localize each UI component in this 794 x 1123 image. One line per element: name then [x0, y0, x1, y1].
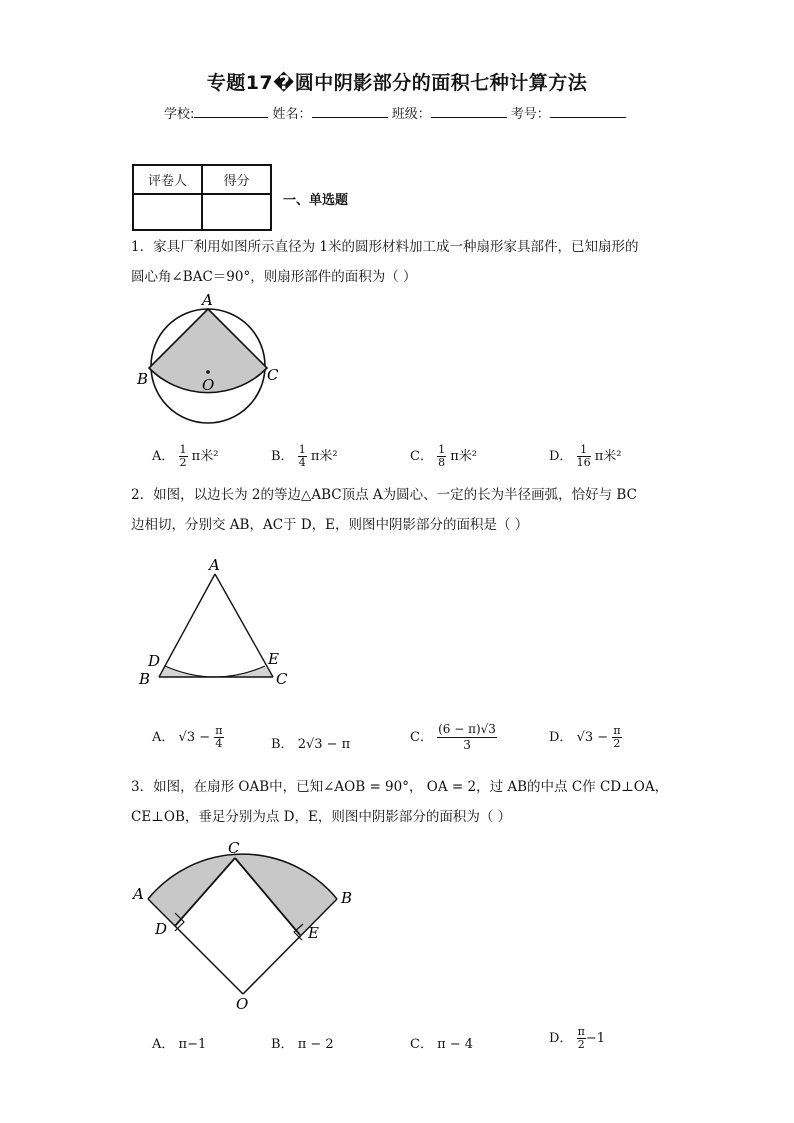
class-label: 班级： [391, 107, 431, 122]
option-letter: C． [410, 1037, 433, 1052]
question-1-line1: 1．家具厂利用如图所示直径为 1米的圆形材料加工成一种扇形家具部件，已知扇形的 [131, 239, 639, 255]
label-B: B [137, 370, 149, 388]
label-A: A [202, 292, 213, 309]
option-letter: C． [410, 730, 433, 745]
exam-no-label: 考号： [510, 107, 550, 122]
question-3-line2: CE⊥OB，垂足分别为点 D，E，则图中阴影部分的面积为（ ） [131, 809, 512, 825]
label-O: O [202, 376, 215, 394]
option-letter: A． [152, 449, 175, 464]
fraction [577, 1026, 586, 1051]
fraction [612, 725, 621, 750]
option-tail: π米² [191, 449, 219, 464]
denominator: 4 [298, 456, 306, 469]
label-C: C [228, 839, 240, 857]
q1-option-d[interactable] [549, 444, 621, 469]
numerator: 1 [577, 444, 591, 457]
numerator: 1 [438, 443, 446, 456]
figure-1 [130, 292, 300, 432]
denominator: 4 [215, 737, 223, 750]
fraction [298, 444, 307, 469]
side-AC [215, 574, 273, 677]
option-letter: B． [271, 449, 294, 464]
label-D: D [155, 920, 168, 938]
fraction [437, 722, 497, 753]
exam-no-field[interactable] [550, 104, 626, 118]
fraction [179, 444, 188, 469]
denominator: 2 [613, 737, 621, 750]
q2-option-c[interactable] [410, 722, 497, 753]
label-E: E [268, 650, 279, 668]
option-letter: B． [271, 737, 294, 752]
question-2-line2: 边相切，分别交 AB，AC于 D，E，则图中阴影部分的面积是（ ） [131, 517, 529, 533]
option-pre: √3 − [178, 730, 211, 745]
section-title: 一、单选题 [283, 193, 349, 208]
option-tail: π米² [450, 449, 477, 464]
numerator: π [613, 724, 621, 737]
option-pre: √3 − [576, 730, 609, 745]
denominator: 2 [179, 456, 187, 469]
score-header: 得分 [202, 165, 271, 194]
option-tail: −1 [585, 1031, 605, 1046]
label-A: A [133, 885, 144, 903]
q3-option-a[interactable] [152, 1033, 206, 1052]
q1-option-a[interactable] [152, 444, 218, 469]
student-info [164, 103, 626, 122]
page-title: 专题17�圆中阴影部分的面积七种计算方法 [206, 72, 588, 94]
option-letter: A． [152, 1037, 175, 1052]
label-O: O [236, 995, 249, 1013]
numerator: 1 [179, 443, 187, 456]
question-3-text [131, 772, 671, 832]
grader-cell[interactable] [133, 194, 202, 230]
option-text: π − 4 [437, 1037, 474, 1052]
center-dot [206, 370, 210, 374]
school-label: 学校: [164, 107, 195, 122]
label-D: D [148, 652, 161, 670]
label-E: E [308, 924, 319, 942]
numerator: π [215, 724, 223, 737]
option-letter: B． [271, 1037, 294, 1052]
q2-option-a[interactable] [152, 725, 224, 750]
fraction [577, 444, 591, 469]
class-field[interactable] [431, 104, 507, 118]
grader-header: 评卷人 [133, 165, 202, 194]
label-B: B [341, 889, 353, 907]
figure-2 [135, 556, 300, 691]
label-C: C [267, 366, 279, 384]
question-1-text [131, 232, 671, 292]
option-letter: C． [410, 449, 433, 464]
option-tail: π米² [594, 449, 622, 464]
option-letter: D． [549, 1031, 573, 1046]
q2-option-b[interactable] [271, 733, 350, 752]
option-letter: D． [549, 730, 573, 745]
q1-option-c[interactable] [410, 444, 477, 469]
option-letter: A． [152, 730, 175, 745]
shaded-region [159, 666, 273, 677]
fraction [437, 444, 446, 469]
q3-option-d[interactable] [549, 1026, 605, 1051]
name-label: 姓名： [272, 107, 312, 122]
q3-option-b[interactable] [271, 1033, 334, 1052]
label-A: A [209, 556, 220, 574]
denominator: 2 [577, 1038, 585, 1051]
denominator: 16 [576, 456, 591, 469]
grade-table [132, 164, 272, 231]
numerator: (6 − π)√3 [438, 722, 496, 736]
q1-option-b[interactable] [271, 444, 338, 469]
option-letter: D． [549, 449, 573, 464]
denominator: 3 [463, 738, 471, 752]
question-2-text [131, 480, 671, 540]
option-text: π−1 [178, 1037, 207, 1052]
radius-OA [148, 899, 243, 994]
fraction [214, 725, 223, 750]
q3-option-c[interactable] [410, 1033, 473, 1052]
question-2-line1: 2．如图，以边长为 2的等边△ABC顶点 A为圆心、一定的长为半径画弧，恰好与 BC [131, 487, 637, 503]
figure-3 [125, 836, 365, 1016]
numerator: π [577, 1025, 585, 1038]
option-text: π − 2 [297, 1037, 334, 1052]
denominator: 8 [438, 456, 446, 469]
q2-option-d[interactable] [549, 725, 622, 750]
label-C: C [276, 670, 288, 688]
option-tail: π米² [310, 449, 338, 464]
numerator: 1 [298, 443, 306, 456]
option-text: 2√3 − π [297, 737, 351, 752]
question-1-line2: 圆心角∠BAC＝90°，则扇形部件的面积为（ ） [131, 269, 417, 285]
score-cell[interactable] [202, 194, 271, 230]
name-field[interactable] [312, 104, 388, 118]
school-field[interactable] [194, 104, 268, 118]
question-3-line1: 3．如图，在扇形 OAB中，已知∠AOB = 90°， OA = 2，过 AB的中点 C作 CD⊥OA， [131, 779, 669, 795]
label-B: B [139, 670, 151, 688]
side-AB [159, 574, 215, 677]
